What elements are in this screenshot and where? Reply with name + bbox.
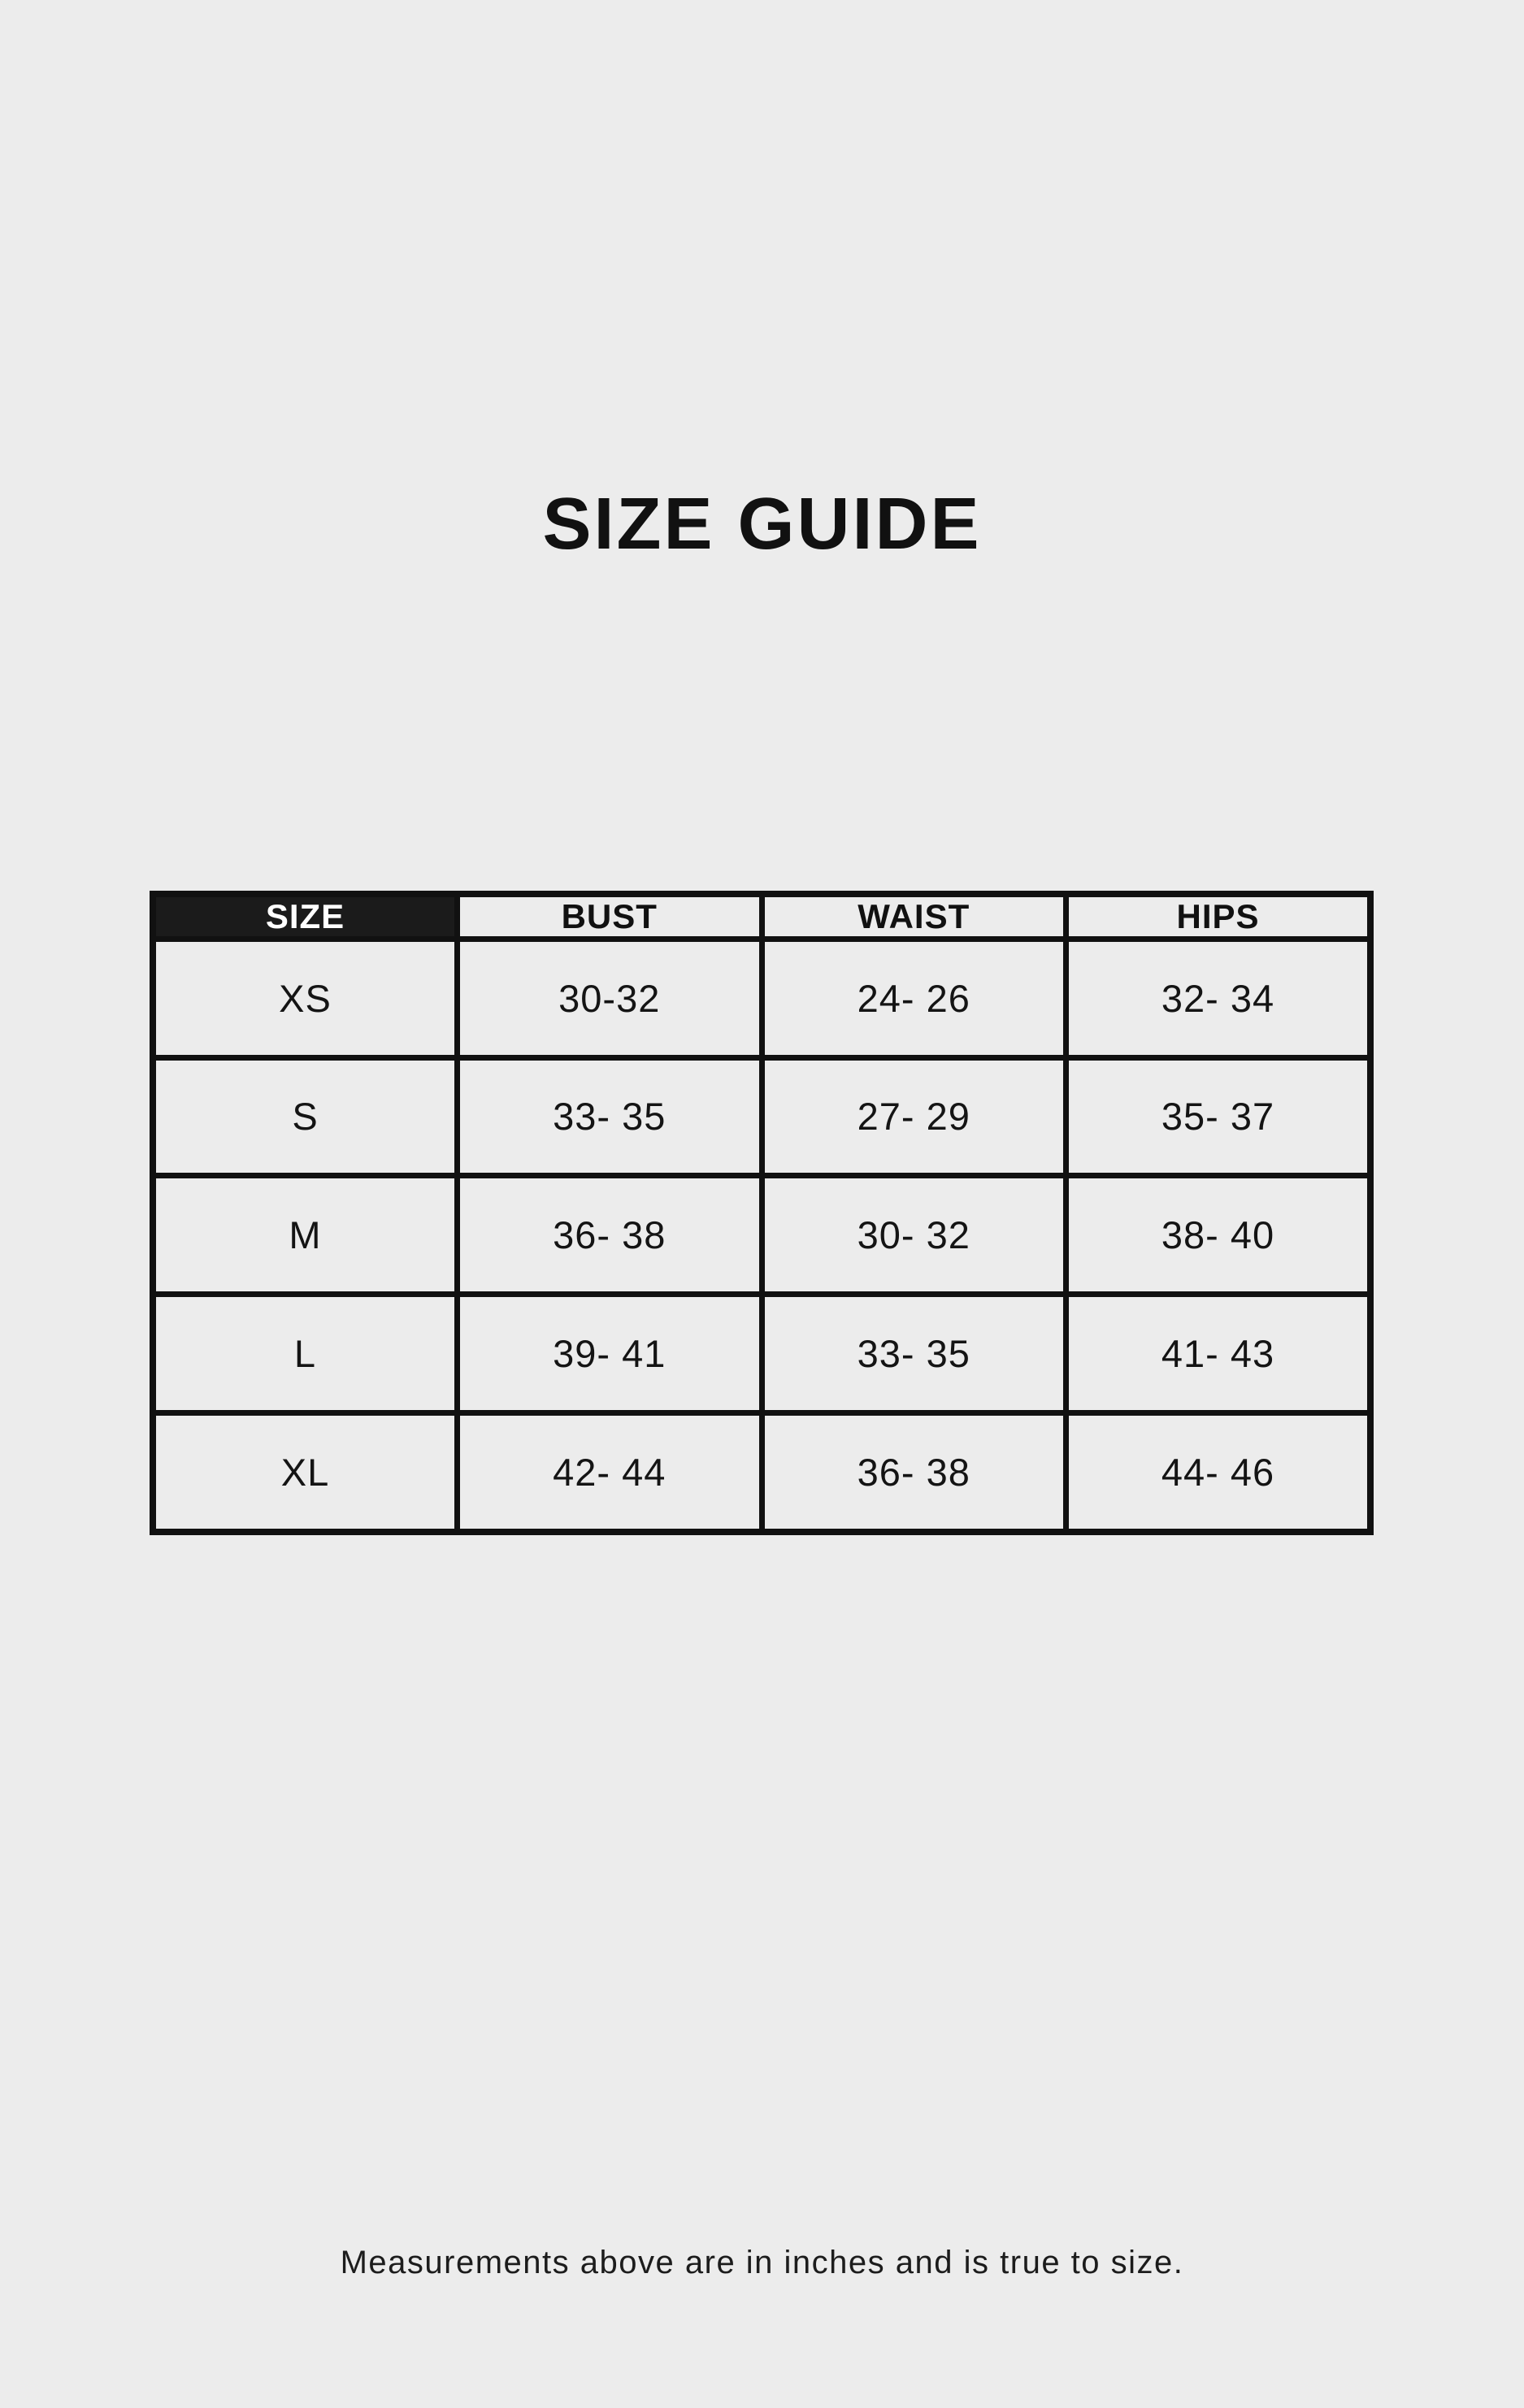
table-header-row xyxy=(153,894,1370,939)
cell-m-hips: 38- 40 xyxy=(1066,1176,1371,1295)
header-cell-bust: BUST xyxy=(458,894,762,939)
cell-m-waist: 30- 32 xyxy=(762,1176,1066,1295)
cell-xs-hips: 32- 34 xyxy=(1066,939,1371,1058)
cell-l-waist: 33- 35 xyxy=(762,1294,1066,1412)
cell-l-hips: 41- 43 xyxy=(1066,1294,1371,1412)
cell-xl-bust: 42- 44 xyxy=(458,1412,762,1532)
cell-l-size: L xyxy=(153,1294,458,1412)
table-row-m xyxy=(153,1176,1370,1295)
header-cell-hips: HIPS xyxy=(1066,894,1371,939)
cell-s-size: S xyxy=(153,1057,458,1176)
table-row-s xyxy=(153,1057,1370,1176)
cell-xl-size: XL xyxy=(153,1412,458,1532)
header-cell-size: SIZE xyxy=(153,894,458,939)
cell-xl-waist: 36- 38 xyxy=(762,1412,1066,1532)
size-guide-table xyxy=(150,891,1374,1535)
cell-m-size: M xyxy=(153,1176,458,1295)
cell-xs-size: XS xyxy=(153,939,458,1058)
cell-xs-waist: 24- 26 xyxy=(762,939,1066,1058)
measurement-note: Measurements above are in inches and is true to size. xyxy=(340,2245,1184,2280)
cell-xs-bust: 30-32 xyxy=(458,939,762,1058)
cell-xl-hips: 44- 46 xyxy=(1066,1412,1371,1532)
header-cell-waist: WAIST xyxy=(762,894,1066,939)
table-row-xl xyxy=(153,1412,1370,1532)
cell-s-hips: 35- 37 xyxy=(1066,1057,1371,1176)
table-row-xs xyxy=(153,939,1370,1058)
cell-s-waist: 27- 29 xyxy=(762,1057,1066,1176)
table-row-l xyxy=(153,1294,1370,1412)
cell-s-bust: 33- 35 xyxy=(458,1057,762,1176)
cell-m-bust: 36- 38 xyxy=(458,1176,762,1295)
cell-l-bust: 39- 41 xyxy=(458,1294,762,1412)
page-title: SIZE GUIDE xyxy=(542,484,982,565)
